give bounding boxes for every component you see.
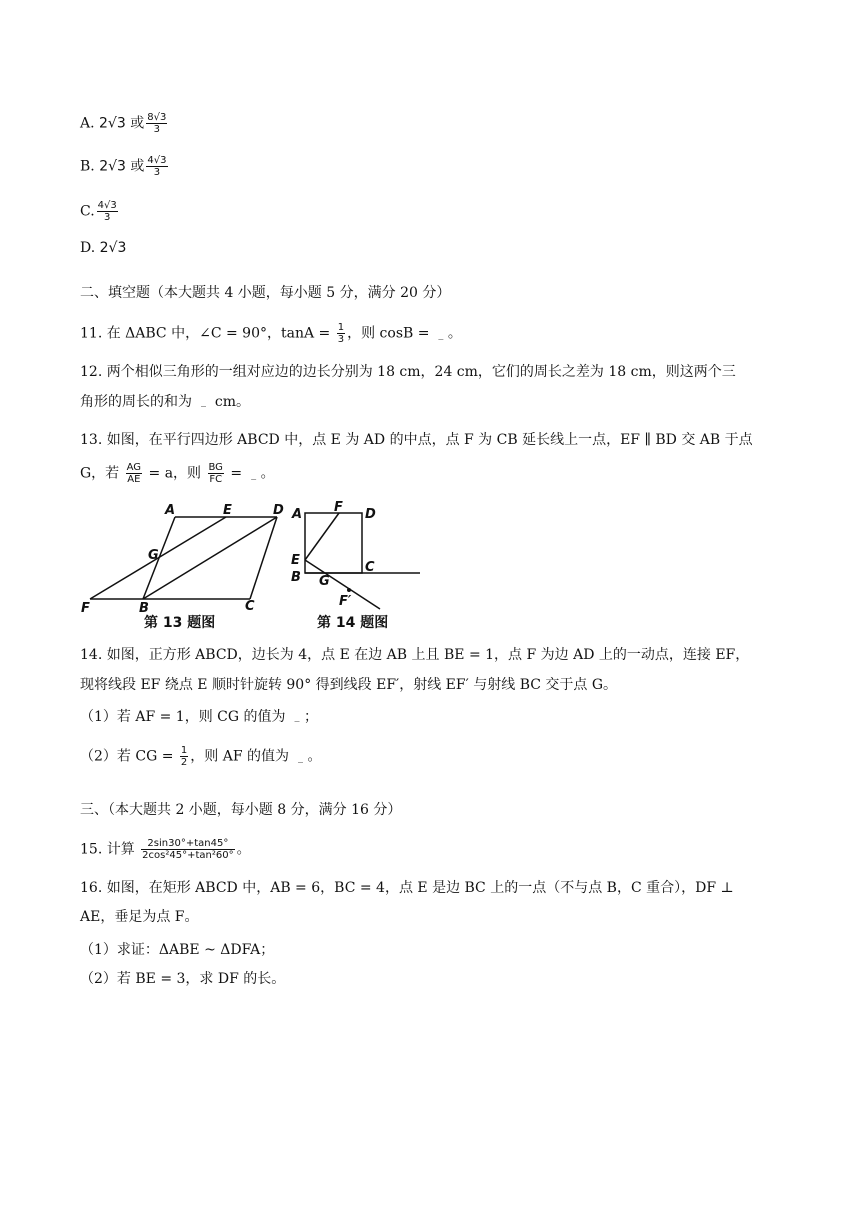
label-d-14: D xyxy=(365,507,376,522)
option-d: D. 2√3 xyxy=(80,240,127,256)
question-13-line-1: 13. 如图，在平行四边形 ABCD 中，点 E 为 AD 的中点，点 F 为 CB 延长线上一点，EF ∥ BD 交 AB 于点 xyxy=(80,432,753,448)
option-b: B. 2√3 或 $\frac{4√3}{3}$ xyxy=(80,155,167,178)
label-e: E xyxy=(223,503,232,518)
label-g: G xyxy=(148,548,159,563)
label-f: F xyxy=(81,601,90,616)
label-g-14: G xyxy=(319,574,330,589)
figure-14 xyxy=(305,513,420,609)
label-f-14: F xyxy=(334,500,343,515)
figure-13-caption: 第 13 题图 xyxy=(144,615,216,631)
label-f-prime-14: F′ xyxy=(339,594,352,609)
question-13-line-2: G，若 $\frac{AG}{AE}$ = a，则 $\frac{BG}{FC}$ = _ 。 xyxy=(80,462,275,485)
label-a: A xyxy=(165,503,176,518)
question-16-part-2: （2）若 BE = 3，求 DF 的长。 xyxy=(80,971,286,987)
figure-14-caption: 第 14 题图 xyxy=(317,615,389,631)
label-a-14: A xyxy=(292,507,303,522)
label-b-14: B xyxy=(291,570,301,585)
question-14-line-1: 14. 如图，正方形 ABCD，边长为 4，点 E 在边 AB 上且 BE = 1，点 F 为边 AD 上的一动点，连接 EF， xyxy=(80,647,750,663)
question-14-part-1: （1）若 AF = 1，则 CG 的值为 _ ； xyxy=(80,709,318,725)
option-a: A. 2√3 或 $\frac{8√3}{3}$ xyxy=(80,112,167,135)
label-c: C xyxy=(245,599,255,614)
point-f-prime xyxy=(347,588,351,592)
question-15: 15. 计算 $\frac{2\sin 30^\circ+\tan 45^\circ}{\text{2cos²45°+tan²60°}}$ 。 xyxy=(80,838,251,861)
question-11: 11. 在 ΔABC 中，∠C = 90°，tanA = $\frac{1}{3}$ ，则 cosB = _ 。 xyxy=(80,322,462,345)
question-16-line-1: 16. 如图，在矩形 ABCD 中，AB = 6，BC = 4，点 E 是边 BC 上的一点（不与点 B，C 重合），DF ⊥ xyxy=(80,880,734,896)
question-16-line-2: AE，垂足为点 F。 xyxy=(80,909,199,925)
question-16-part-1: （1）求证：ΔABE ~ ΔDFA； xyxy=(80,942,275,958)
section-3-heading: 三、（本大题共 2 小题，每小题 8 分，满分 16 分） xyxy=(80,802,402,818)
question-14-line-2: 现将线段 EF 绕点 E 顺时针旋转 90° 得到线段 EF′，射线 EF′ 与射线 BC 交于点 G。 xyxy=(80,677,618,693)
figures xyxy=(80,500,440,635)
question-12-line-1: 12. 两个相似三角形的一组对应边的边长分别为 18 cm，24 cm，它们的周长之差为 18 cm，则这两个三 xyxy=(80,364,736,380)
question-14-part-2: （2）若 CG = $\frac{1}{2}$ ，则 AF 的值为 _ 。 xyxy=(80,745,322,768)
question-12-line-2: 角形的周长的和为 _ cm。 xyxy=(80,394,251,410)
segment-dc xyxy=(250,517,277,599)
label-c-14: C xyxy=(365,560,375,575)
label-d: D xyxy=(273,503,284,518)
segment-bd xyxy=(143,517,277,599)
figure-13 xyxy=(90,517,277,599)
figure-14-labels xyxy=(291,500,376,609)
segment-ef xyxy=(305,513,339,560)
label-e-14: E xyxy=(291,553,300,568)
square-abcd xyxy=(305,513,362,573)
option-c: C. $\frac{4√3}{3}$ xyxy=(80,200,117,223)
label-b: B xyxy=(139,601,149,616)
section-2-heading: 二、填空题（本大题共 4 小题，每小题 5 分，满分 20 分） xyxy=(80,285,451,301)
